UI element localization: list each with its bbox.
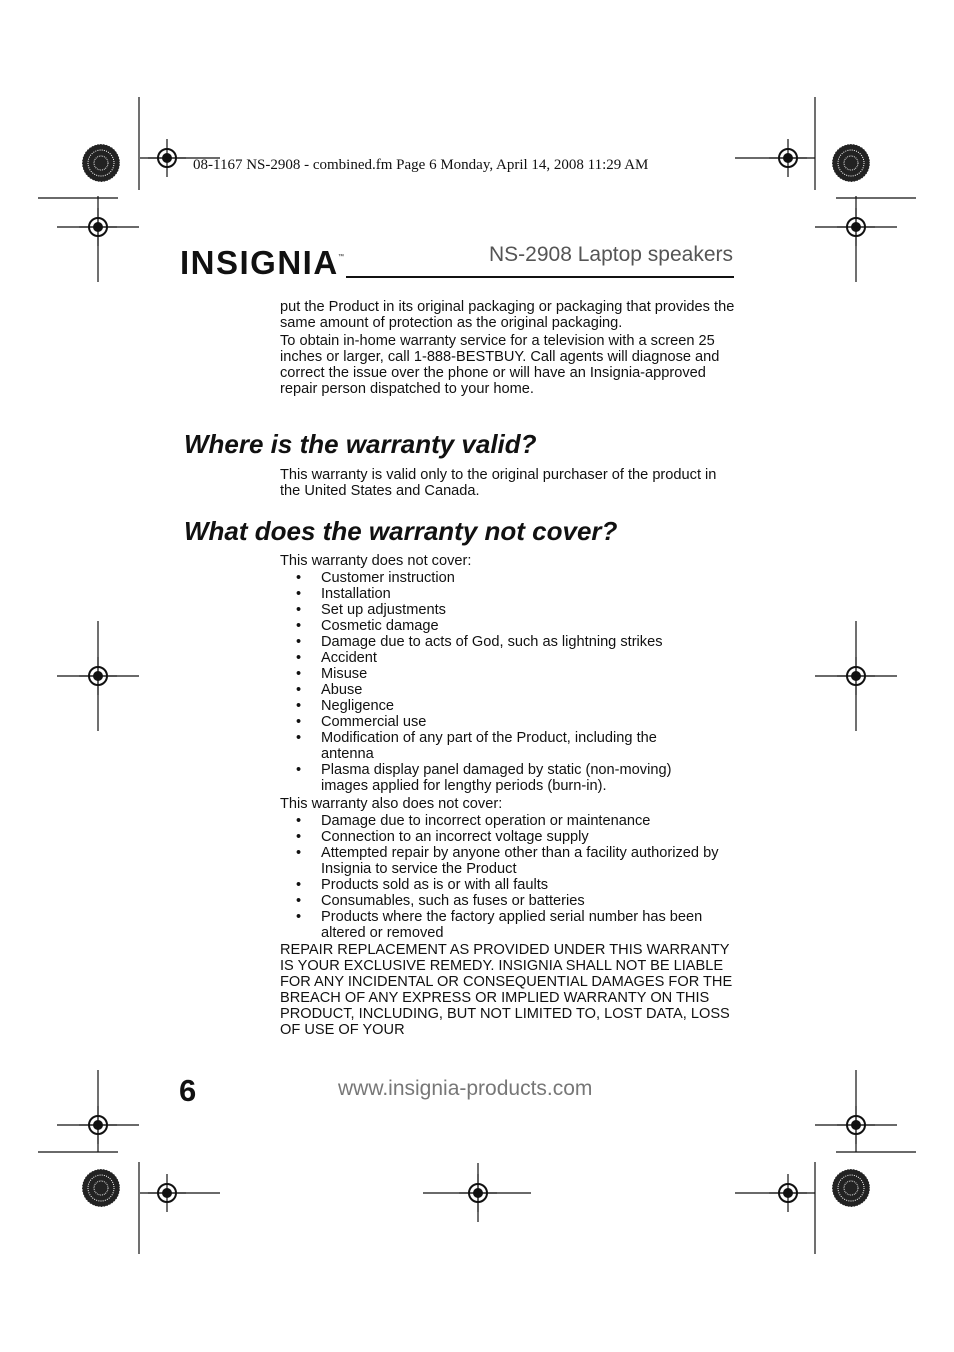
- footer-url: www.insignia-products.com: [338, 1077, 593, 1100]
- logo-wordmark: INSIGNIA: [180, 244, 339, 280]
- not-cover-list-2: [280, 813, 740, 941]
- liability-disclaimer: REPAIR REPLACEMENT AS PROVIDED UNDER THIS WARRANTY IS YOUR EXCLUSIVE REMEDY. INSIGNIA SHALL NOT BE LIABLE FOR ANY INCIDENTAL OR CONSEQUENTIAL DAMAGES FOR THE BREACH OF ANY EXPRESS OR IMPLIED WARRANTY ON THIS PRODUCT, INCLUDING, BUT NOT LIMITED TO, LOST DATA, LOSS OF USE OF YOUR: [280, 942, 733, 1038]
- list-item: • Accident: [280, 650, 740, 666]
- list-item: • Set up adjustments: [280, 602, 740, 618]
- list-item: • Damage due to acts of God, such as lightning strikes: [280, 634, 740, 650]
- not-cover-block: [280, 553, 740, 1038]
- list-item: • Misuse: [280, 666, 740, 682]
- section-heading-valid: Where is the warranty valid?: [184, 429, 537, 459]
- list-item: • Installation: [280, 586, 740, 602]
- not-cover-intro: This warranty does not cover:: [280, 553, 472, 569]
- intro-paragraph-2: To obtain in-home warranty service for a television with a screen 25 inches or larger, call 1-888-BESTBUY. Call agents will diagnose and correct the issue over the phone or will have an Insignia-approved repair person dispatched to your home.: [280, 333, 720, 397]
- list-item: • Connection to an incorrect voltage supply: [280, 829, 740, 845]
- list-item: • Negligence: [280, 698, 740, 714]
- section-valid-text: This warranty is valid only to the original purchaser of the product in the United States and Canada.: [280, 467, 717, 499]
- list-item: • Plasma display panel damaged by static (non-moving) images applied for lengthy periods (burn-in).: [280, 762, 740, 794]
- insignia-logo: [180, 240, 345, 280]
- list-item: • Customer instruction: [280, 570, 740, 586]
- list-item: • Cosmetic damage: [280, 618, 740, 634]
- list-item: • Commercial use: [280, 714, 740, 730]
- list-item: • Consumables, such as fuses or batteries: [280, 893, 740, 909]
- svg-text:™: ™: [338, 254, 344, 260]
- not-cover-list: [280, 570, 740, 794]
- list-item: • Modification of any part of the Product, including the antenna: [280, 730, 740, 762]
- header-rule: [346, 276, 734, 278]
- document-slug-line: 08-1167 NS-2908 - combined.fm Page 6 Monday, April 14, 2008 11:29 AM: [193, 157, 649, 173]
- list-item: • Damage due to incorrect operation or maintenance: [280, 813, 740, 829]
- product-title: NS-2908 Laptop speakers: [489, 243, 733, 266]
- section-heading-not-cover: What does the warranty not cover?: [184, 516, 618, 546]
- not-cover-intro-2: This warranty also does not cover:: [280, 796, 503, 812]
- list-item: • Products sold as is or with all faults: [280, 877, 740, 893]
- page-number: 6: [179, 1073, 197, 1108]
- list-item: • Attempted repair by anyone other than a facility authorized by Insignia to service the Product: [280, 845, 740, 877]
- intro-paragraph-1: put the Product in its original packaging or packaging that provides the same amount of protection as the original packaging.: [280, 299, 735, 331]
- intro-block: [280, 299, 740, 397]
- list-item: • Products where the factory applied serial number has been altered or removed: [280, 909, 740, 941]
- list-item: • Abuse: [280, 682, 740, 698]
